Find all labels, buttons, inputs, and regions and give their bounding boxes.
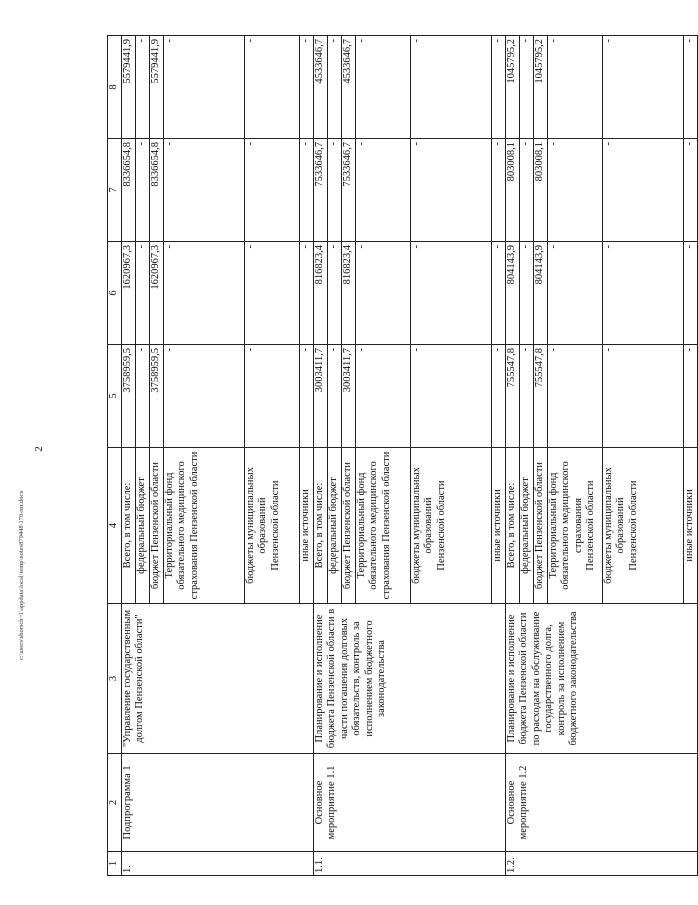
funding-source: федеральный бюджет: [520, 448, 534, 604]
amount-cell: -: [684, 139, 698, 242]
funding-source: иные источники: [684, 448, 698, 604]
funding-source: Территориальный фонд обязательного медицинского страхования Пензенской области: [164, 448, 245, 604]
item-number: 1.2.: [506, 852, 698, 876]
amount-cell: 803008,1: [506, 139, 520, 242]
footer-file-path: c:\users\sborsch~1\appdata\local\temp\notes879448\170-пп.docx: [18, 490, 25, 660]
amount-cell: 804143,9: [534, 242, 548, 345]
amount-cell: -: [136, 345, 150, 448]
amount-cell: 755547,8: [506, 345, 520, 448]
amount-cell: -: [300, 36, 314, 139]
amount-cell: -: [328, 36, 342, 139]
amount-cell: -: [164, 139, 245, 242]
amount-cell: -: [328, 345, 342, 448]
amount-cell: 1045795,2: [534, 36, 548, 139]
amount-cell: 1045795,2: [506, 36, 520, 139]
funding-source: бюджет Пензенской области: [534, 448, 548, 604]
amount-cell: -: [164, 36, 245, 139]
amount-cell: 803008,1: [534, 139, 548, 242]
item-description: Планирование и исполнение бюджета Пензенской области в части погашения долговых обязательств, контроль за исполнением бюджетного законодательства: [314, 604, 506, 754]
amount-cell: -: [356, 242, 411, 345]
table-row: [506, 36, 520, 876]
amount-cell: -: [136, 242, 150, 345]
amount-cell: -: [548, 139, 603, 242]
item-name: Основное мероприятие 1.1: [314, 754, 506, 852]
amount-cell: -: [245, 242, 300, 345]
amount-cell: -: [300, 242, 314, 345]
funding-source: Территориальный фонд обязательного медицинского страхования Пензенской области: [356, 448, 411, 604]
amount-cell: -: [603, 242, 684, 345]
amount-cell: -: [164, 242, 245, 345]
amount-cell: 804143,9: [506, 242, 520, 345]
amount-cell: -: [684, 242, 698, 345]
funding-source: иные источники: [492, 448, 506, 604]
amount-cell: -: [548, 345, 603, 448]
amount-cell: -: [411, 345, 492, 448]
amount-cell: -: [492, 36, 506, 139]
amount-cell: -: [328, 242, 342, 345]
item-description: "Управление государственным долгом Пензенской области": [122, 604, 314, 754]
amount-cell: -: [245, 139, 300, 242]
amount-cell: 5579441,9: [122, 36, 136, 139]
amount-cell: 3003411,7: [314, 345, 328, 448]
amount-cell: 7533646,7: [314, 139, 328, 242]
amount-cell: 4533646,7: [314, 36, 328, 139]
amount-cell: -: [300, 139, 314, 242]
amount-cell: -: [603, 139, 684, 242]
funding-source: бюджет Пензенской области: [342, 448, 356, 604]
item-description: Планирование и исполнение бюджета Пензенской области по расходам на обслуживание государственного долга, контроль за исполнением бюджетного законодательства: [506, 604, 698, 754]
amount-cell: -: [492, 139, 506, 242]
amount-cell: -: [411, 36, 492, 139]
amount-cell: -: [603, 36, 684, 139]
funding-source: федеральный бюджет: [328, 448, 342, 604]
amount-cell: -: [136, 36, 150, 139]
funding-source: Всего, в том числе:: [122, 448, 136, 604]
amount-cell: -: [492, 345, 506, 448]
amount-cell: 7533646,7: [342, 139, 356, 242]
amount-cell: -: [356, 36, 411, 139]
amount-cell: -: [684, 345, 698, 448]
amount-cell: -: [520, 36, 534, 139]
amount-cell: 3003411,7: [342, 345, 356, 448]
amount-cell: 5579441,9: [150, 36, 164, 139]
budget-table: [107, 35, 698, 876]
header-cell: 1: [108, 852, 122, 876]
amount-cell: -: [328, 139, 342, 242]
amount-cell: 3758959,5: [122, 345, 136, 448]
amount-cell: -: [603, 345, 684, 448]
amount-cell: 816823,4: [342, 242, 356, 345]
amount-cell: -: [411, 139, 492, 242]
item-number: 1.1.: [314, 852, 506, 876]
funding-source: иные источники: [300, 448, 314, 604]
page-number: 2: [32, 446, 45, 452]
amount-cell: -: [411, 242, 492, 345]
funding-source: бюджет Пензенской области: [150, 448, 164, 604]
amount-cell: -: [520, 242, 534, 345]
amount-cell: 755547,8: [534, 345, 548, 448]
amount-cell: 1620967,3: [122, 242, 136, 345]
amount-cell: 8336654,8: [150, 139, 164, 242]
budget-table-sheet: [107, 36, 695, 876]
amount-cell: -: [245, 345, 300, 448]
amount-cell: -: [356, 139, 411, 242]
amount-cell: -: [164, 345, 245, 448]
header-row: [108, 36, 122, 876]
amount-cell: -: [136, 139, 150, 242]
amount-cell: -: [520, 345, 534, 448]
item-name: Основное мероприятие 1.2: [506, 754, 698, 852]
amount-cell: -: [684, 36, 698, 139]
amount-cell: 1620967,3: [150, 242, 164, 345]
funding-source: Всего, в том числе:: [506, 448, 520, 604]
table-row: [314, 36, 328, 876]
amount-cell: -: [245, 36, 300, 139]
funding-source: бюджеты муниципальных образований Пензенской области: [603, 448, 684, 604]
amount-cell: -: [548, 242, 603, 345]
header-cell: 7: [108, 139, 122, 242]
header-cell: 4: [108, 448, 122, 604]
item-name: Подпрограмма 1: [122, 754, 314, 852]
item-number: 1.: [122, 852, 314, 876]
amount-cell: 816823,4: [314, 242, 328, 345]
amount-cell: -: [520, 139, 534, 242]
amount-cell: -: [356, 345, 411, 448]
table-row: [122, 36, 136, 876]
header-cell: 6: [108, 242, 122, 345]
funding-source: Территориальный фонд обязательного медицинского страхования Пензенской области: [548, 448, 603, 604]
amount-cell: -: [548, 36, 603, 139]
funding-source: бюджеты муниципальных образований Пензенской области: [245, 448, 300, 604]
amount-cell: 8336654,8: [122, 139, 136, 242]
funding-source: Всего, в том числе:: [314, 448, 328, 604]
header-cell: 8: [108, 36, 122, 139]
funding-source: федеральный бюджет: [136, 448, 150, 604]
funding-source: бюджеты муниципальных образований Пензенской области: [411, 448, 492, 604]
amount-cell: 4533646,7: [342, 36, 356, 139]
amount-cell: -: [492, 242, 506, 345]
header-cell: 2: [108, 754, 122, 852]
header-cell: 3: [108, 604, 122, 754]
amount-cell: 3758959,5: [150, 345, 164, 448]
header-cell: 5: [108, 345, 122, 448]
amount-cell: -: [300, 345, 314, 448]
